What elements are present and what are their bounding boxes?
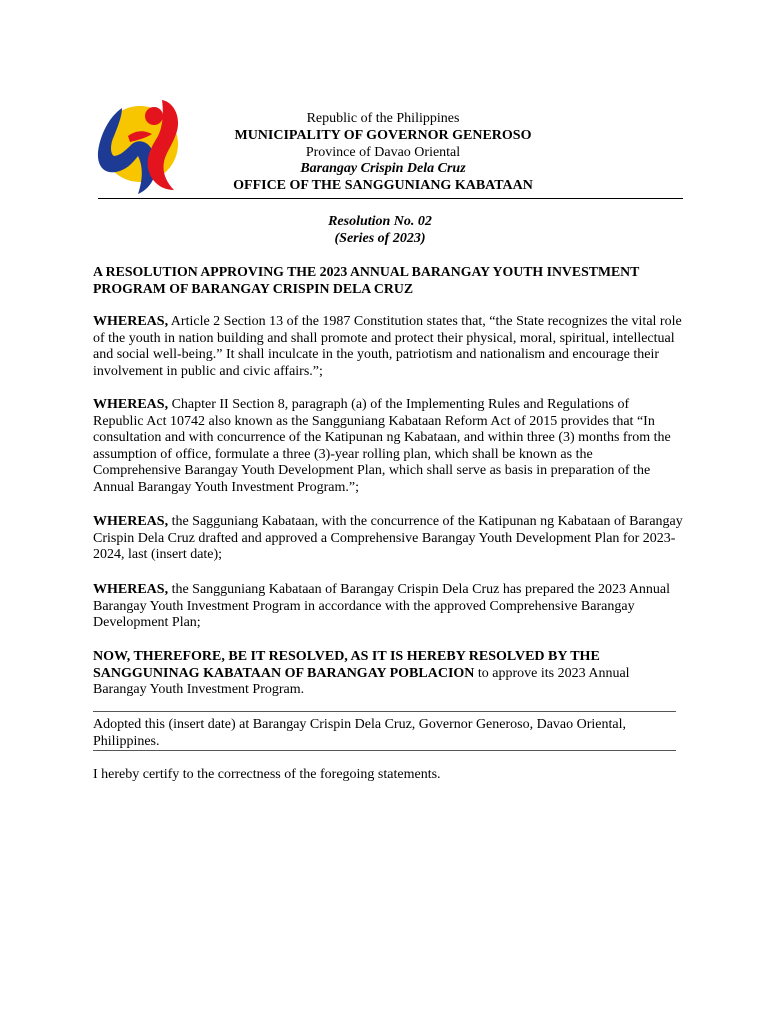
header-republic: Republic of the Philippines [306,111,460,126]
resolved-text: to approve its 2023 Annual Barangay Youth Investment Program. [93,665,630,698]
resolution-number: Resolution No. 02 [328,214,432,229]
certification-statement: I hereby certify to the correctness of the foregoing statements. [93,767,441,782]
sk-logo-icon [92,94,192,202]
whereas-lead: WHEREAS, [93,314,169,329]
whereas-clause-3 [93,514,683,564]
logo-red-head [145,107,163,125]
whereas-clause-2 [93,397,683,497]
letterhead [200,111,566,195]
header-barangay: Barangay Crispin Dela Cruz [300,161,466,177]
whereas-lead: WHEREAS, [93,514,169,529]
header-office: OFFICE OF THE SANGGUNIANG KABATAAN [233,178,533,194]
header-divider [98,198,683,199]
resolution-heading [220,213,540,247]
adopted-top-rule [93,711,676,712]
whereas-text: the Sagguniang Kabataan, with the concurrence of the Katipunan ng Kabataan of Barangay Crispin Dela Cruz drafted and approved a Comprehensive Barangay Youth Development Plan for 2023-2024, last (insert date); [93,514,683,563]
whereas-text: the Sangguniang Kabataan of Barangay Crispin Dela Cruz has prepared the 2023 Annual Barangay Youth Investment Program in accordance with the approved Comprehensive Barangay Development Plan; [93,582,670,631]
header-municipality: MUNICIPALITY OF GOVERNOR GENEROSO [234,127,532,143]
whereas-clause-4 [93,582,683,632]
whereas-lead: WHEREAS, [93,582,169,597]
resolved-clause [93,649,683,699]
adopted-bottom-rule [93,750,676,751]
resolution-title: A RESOLUTION APPROVING THE 2023 ANNUAL BARANGAY YOUTH INVESTMENT PROGRAM OF BARANGAY CRISPIN DELA CRUZ [93,264,640,296]
header-province: Province of Davao Oriental [305,144,461,160]
resolved-lead: NOW, THEREFORE, BE IT RESOLVED, AS IT IS HEREBY RESOLVED BY THE SANGGUNINAG KABATAAN OF BARANGAY POBLACION [93,649,600,681]
whereas-text: Chapter II Section 8, paragraph (a) of the Implementing Rules and Regulations of Republic Act 10742 also known as the Sangguniang Kabataan Reform Act of 2015 provides that “In consultation and with concurrence of the Katipunan ng Kabataan, and within three (3) months from the assumption of office, formulate a three (3)-year rolling plan, which shall be known as the Comprehensive Barangay Youth Development Plan, which shall serve as basis in preparation of the Annual Barangay Youth Investment Program.”; [93,397,671,495]
resolution-series: (Series of 2023) [334,231,426,246]
whereas-lead: WHEREAS, [93,397,169,412]
whereas-text: Article 2 Section 13 of the 1987 Constitution states that, “the State recognizes the vital role of the youth in nation building and shall promote and protect their physical, moral, spiritual, intellectual and social well-being.” It shall inculcate in the youth, patriotism and nationalism and encourage their involvement in public and civic affairs.”; [93,314,682,379]
whereas-clause-1 [93,314,683,380]
adopted-statement: Adopted this (insert date) at Barangay Crispin Dela Cruz, Governor Generoso, Davao Oriental, Philippines. [93,717,627,749]
